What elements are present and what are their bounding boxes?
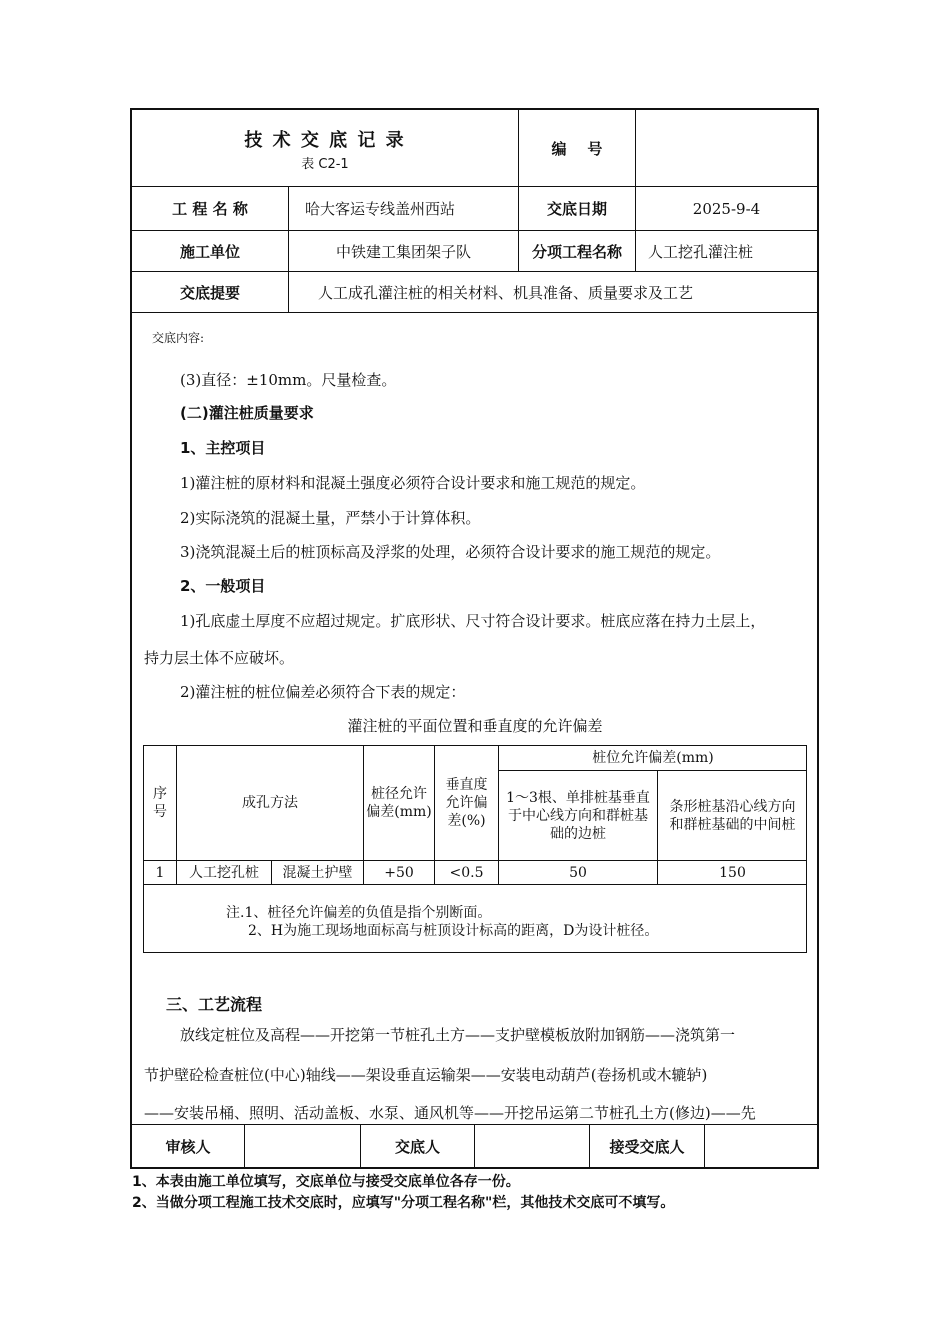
cell-sub-method: 混凝土护壁 (282, 864, 353, 881)
subproject-value[interactable]: 人工挖孔灌注桩 (648, 242, 754, 261)
col-header-position-a: 1～3根、单排桩基垂直于中心线方向和群桩基础的边桩 (506, 789, 650, 842)
form-code: 表 C2-1 (301, 156, 349, 172)
discloser-field[interactable] (475, 1125, 589, 1167)
table-note: 2、H为施工现场地面标高与桩顶设计标高的距离，D为设计桩径。 (248, 923, 659, 939)
col-header-seq: 序号 (153, 786, 167, 820)
cell-vertical: <0.5 (449, 864, 484, 881)
reviewer-label: 审核人 (165, 1137, 211, 1156)
summary-value[interactable]: 人工成孔灌注桩的相关材料、机具准备、质量要求及工艺 (318, 283, 694, 302)
record-title: 技 术 交 底 记 录 (244, 130, 406, 151)
divider (143, 884, 807, 885)
cell-position-a: 50 (569, 864, 587, 881)
cell-diameter: +50 (384, 864, 414, 881)
cell-method: 人工挖孔桩 (189, 864, 259, 881)
table-title: 灌注桩的平面位置和垂直度的允许偏差 (347, 716, 603, 735)
paragraph: 2)实际浇筑的混凝土量，严禁小于计算体积。 (180, 509, 481, 527)
number-label: 编 号 (551, 139, 603, 158)
col-header-vertical: 垂直度允许偏差(%) (445, 777, 488, 829)
paragraph: ——安装吊桶、照明、活动盖板、水泵、通风机等——开挖吊运第二节桩孔土方(修边)——先 (144, 1104, 756, 1122)
footnote: 2、当做分项工程施工技术交底时，应填写"分项工程名称"栏，其他技术交底可不填写。 (132, 1195, 675, 1211)
col-header-position-group: 桩位允许偏差(mm) (592, 750, 714, 766)
subproject-label: 分项工程名称 (531, 242, 622, 261)
col-header-method: 成孔方法 (242, 795, 298, 811)
paragraph: 3)浇筑混凝土后的桩顶标高及浮浆的处理，必须符合设计要求的施工规范的规定。 (180, 543, 721, 561)
discloser-label: 交底人 (394, 1137, 440, 1156)
project-name-value[interactable]: 哈大客运专线盖州西站 (305, 200, 456, 218)
cell-seq: 1 (155, 864, 165, 881)
table-note: 注.1、桩径允许偏差的负值是指个别断面。 (226, 905, 492, 921)
col-header-diameter: 桩径允许偏差(mm) (366, 786, 432, 820)
reviewer-field[interactable] (245, 1125, 360, 1167)
project-name-label: 工 程 名 称 (172, 200, 248, 218)
receiver-label: 接受交底人 (609, 1137, 685, 1156)
paragraph: (3)直径：±10mm。尺量检查。 (180, 371, 397, 389)
receiver-field[interactable] (705, 1125, 817, 1167)
paragraph: 持力层土体不应破坏。 (144, 649, 295, 667)
paragraph: 2)灌注桩的桩位偏差必须符合下表的规定： (180, 683, 466, 701)
paragraph: 放线定桩位及高程——开挖第一节桩孔土方——支护壁模板放附加钢筋——浇筑第一 (180, 1026, 736, 1044)
date-label: 交底日期 (546, 200, 607, 218)
section-heading: 三、工艺流程 (166, 995, 263, 1014)
date-value[interactable]: 2025-9-4 (692, 199, 761, 218)
paragraph: 1)孔底虚土厚度不应超过规定。扩底形状、尺寸符合设计要求。桩底应落在持力土层上， (180, 612, 766, 630)
unit-label: 施工单位 (179, 242, 240, 261)
footnote: 1、本表由施工单位填写，交底单位与接受交底单位各存一份。 (132, 1174, 520, 1190)
cell-position-b: 150 (719, 864, 746, 881)
number-field[interactable] (636, 110, 817, 186)
unit-value[interactable]: 中铁建工集团架子队 (335, 242, 471, 261)
paragraph: 节护壁砼检查桩位(中心)轴线——架设垂直运输架——安装电动葫芦(卷扬机或木辘轳) (144, 1066, 708, 1084)
section-heading: 2、一般项目 (180, 577, 266, 595)
divider (130, 312, 819, 313)
section-heading: 1、主控项目 (180, 439, 266, 457)
content-label: 交底内容: (152, 331, 205, 345)
summary-label: 交底提要 (179, 283, 240, 302)
col-header-position-b: 条形桩基沿心线方向和群桩基础的中间桩 (669, 798, 796, 833)
section-heading: (二)灌注桩质量要求 (180, 404, 314, 422)
paragraph: 1)灌注桩的原材料和混凝土强度必须符合设计要求和施工规范的规定。 (180, 474, 646, 492)
